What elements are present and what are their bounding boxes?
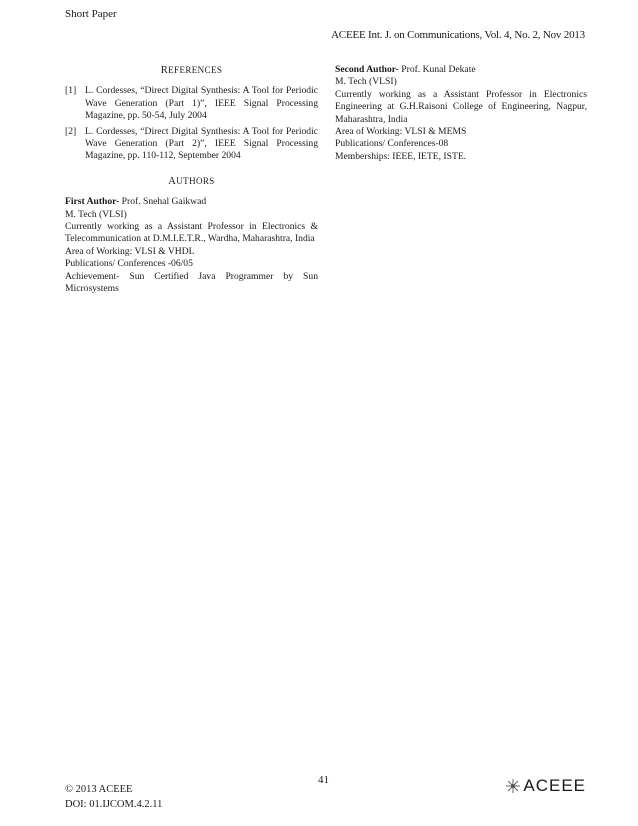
right-column bbox=[335, 64, 587, 163]
second-author-degree: M. Tech (VLSI) bbox=[335, 76, 397, 88]
page-number: 41 bbox=[318, 774, 329, 786]
first-author-bio bbox=[65, 196, 318, 295]
first-author-degree: M. Tech (VLSI) bbox=[65, 208, 127, 220]
first-author-achievement-line1: Achievement- Sun Certified Java Programmer by Sun bbox=[65, 270, 318, 282]
star-mark-icon bbox=[505, 778, 521, 794]
first-author-name: Prof. Snehal Gaikwad bbox=[119, 196, 207, 208]
reference-text: L. Cordesses, “Direct Digital Synthesis: A Tool for Periodic Wave Generation (Part 1)”, IEEE Signal Processing Magazine, pp. 50-54, July 2004 bbox=[85, 85, 318, 122]
running-head-left: Short Paper bbox=[65, 8, 117, 20]
second-author-working-line3: Maharashtra, India bbox=[335, 113, 408, 125]
first-author-publications: Publications/ Conferences -06/05 bbox=[65, 258, 193, 270]
running-head-right: ACEEE Int. J. on Communications, Vol. 4, No. 2, Nov 2013 bbox=[331, 29, 585, 41]
reference-item bbox=[65, 126, 318, 163]
second-author-name: Prof. Kunal Dekate bbox=[398, 64, 476, 75]
first-author-area: Area of Working: VLSI & VHDL bbox=[65, 245, 195, 257]
reference-text: L. Cordesses, “Direct Digital Synthesis: A Tool for Periodic Wave Generation (Part 2)”, IEEE Signal Processing Magazine, pp. 110-112, September 2004 bbox=[85, 125, 318, 162]
first-author-working-line1: Currently working as a Assistant Professor in Electronics & bbox=[65, 221, 318, 233]
second-author-bio bbox=[335, 64, 587, 163]
reference-number: [1] bbox=[65, 85, 77, 97]
references-heading: REFERENCES bbox=[160, 65, 223, 76]
reference-item bbox=[65, 85, 318, 122]
second-author-memberships: Memberships: IEEE, IETE, ISTE. bbox=[335, 150, 467, 162]
logo-text: ACEEE bbox=[523, 776, 586, 795]
second-author-working-line1: Currently working as a Assistant Professor in Electronics bbox=[335, 88, 587, 100]
copyright: © 2013 ACEEE bbox=[65, 784, 133, 795]
aceee-logo bbox=[505, 776, 586, 796]
second-author-publications: Publications/ Conferences-08 bbox=[335, 138, 449, 150]
reference-number: [2] bbox=[65, 125, 77, 137]
second-author-working-line2: Engineering at G.H.Raisoni College of Engineering, Nagpur, bbox=[335, 101, 587, 113]
left-column bbox=[65, 64, 318, 296]
first-author-working-line2: Telecommunication at D.M.I.E.T.R., Wardha, Maharashtra, India bbox=[65, 233, 315, 245]
first-author-label: First Author- bbox=[65, 196, 120, 208]
doi: DOI: 01.IJCOM.4.2.11 bbox=[65, 799, 163, 810]
first-author-achievement-line2: Microsystems bbox=[65, 283, 119, 295]
second-author-area: Area of Working: VLSI & MEMS bbox=[335, 126, 467, 138]
footer-info bbox=[65, 782, 162, 812]
second-author-label: Second Author- bbox=[335, 64, 399, 75]
authors-heading: AUTHORS bbox=[168, 175, 215, 187]
